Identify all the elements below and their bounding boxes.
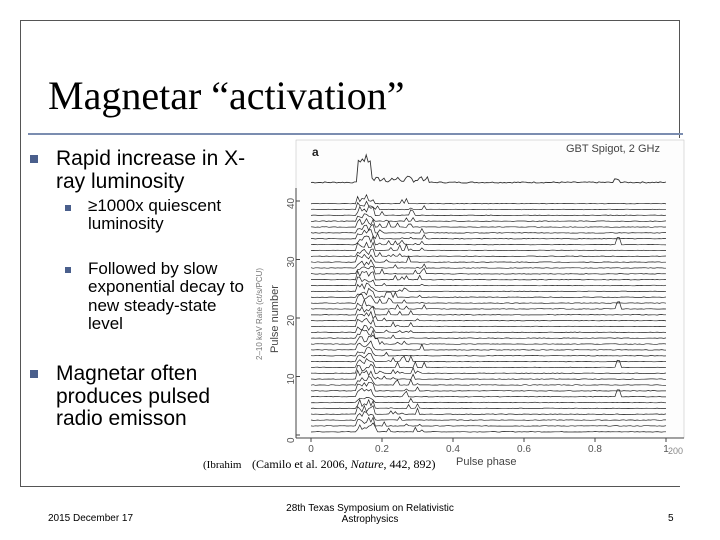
- x-tick-label: 0.6: [517, 444, 531, 455]
- footer-page-number: 5: [668, 513, 674, 524]
- x-tick-label: 0.8: [588, 444, 602, 455]
- bullet-text-2: Magnetar often produces pulsed radio emisson: [56, 362, 211, 431]
- frame-top: [20, 20, 680, 21]
- x-tick-label: 1: [663, 444, 669, 455]
- frame-bottom: [20, 486, 680, 487]
- frame-left: [20, 20, 21, 486]
- footer-date: 2015 December 17: [48, 513, 134, 524]
- title-rule: [28, 133, 683, 135]
- side-axis-label: 2–10 keV Rate (ct/s/PCU): [255, 267, 264, 360]
- caption-journal: Nature: [350, 457, 384, 471]
- caption-prefix: (Camilo et al. 2006,: [252, 457, 351, 471]
- x-tick-label: 0: [308, 444, 314, 455]
- y-tick-label: 0: [286, 437, 297, 443]
- panel-label: a: [312, 145, 319, 159]
- y-tick-label: 20: [286, 314, 297, 326]
- sub-bullet-marker: [65, 267, 71, 273]
- bullet-marker: [30, 370, 38, 378]
- y-tick-label: 10: [286, 373, 297, 385]
- x-axis-label: Pulse phase: [456, 456, 517, 468]
- y-tick-label: 40: [286, 197, 297, 209]
- cut-text: 200: [668, 446, 684, 456]
- caption-right: [252, 457, 436, 472]
- caption-left: (Ibrahim: [203, 459, 242, 471]
- sub-bullet-text-2: Followed by slow exponential decay to new steady-state level: [88, 259, 244, 334]
- y-tick-label: 30: [286, 256, 297, 268]
- caption-suffix: , 442, 892): [383, 457, 436, 471]
- slide-title: Magnetar “activation”: [48, 73, 405, 118]
- y-axis-label: Pulse number: [269, 285, 281, 353]
- footer-conference: 28th Texas Symposium on Relativistic Astrophysics: [286, 503, 454, 525]
- frame-right: [679, 20, 680, 140]
- pulse-profile-figure: [254, 138, 690, 478]
- bullet-marker: [30, 155, 38, 163]
- x-tick-label: 0.4: [446, 444, 460, 455]
- sub-bullet-marker: [65, 205, 71, 211]
- sub-bullet-text-1: ≥1000x quiescent luminosity: [88, 196, 222, 234]
- bullet-text-1: Rapid increase in X-ray luminosity: [56, 147, 246, 193]
- x-tick-label: 0.2: [375, 444, 389, 455]
- instrument-label: GBT Spigot, 2 GHz: [566, 143, 660, 155]
